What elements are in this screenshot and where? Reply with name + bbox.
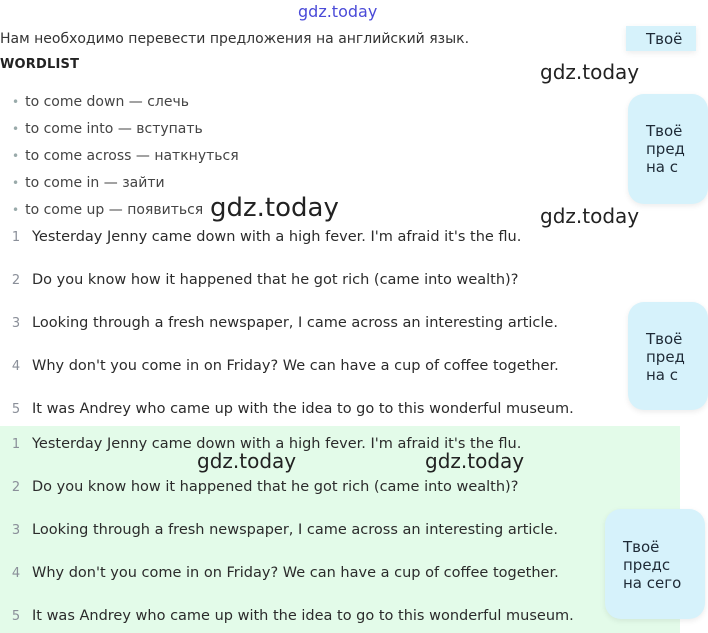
watermark: gdz.today	[425, 449, 525, 473]
watermark: gdz.today	[298, 2, 378, 21]
promo-card[interactable]: Твоё пред на с	[628, 94, 708, 204]
bullet-icon: •	[12, 95, 20, 109]
sentence-row: 1 Yesterday Jenny came down with a high fever. I'm afraid it's the flu.	[11, 229, 522, 245]
wordlist-item: • to come in — зайти	[12, 175, 165, 191]
promo-card[interactable]: Твоё предс на сего	[605, 509, 705, 619]
watermark: gdz.today	[540, 204, 640, 228]
watermark: gdz.today	[197, 449, 297, 473]
wordlist-item: • to come up — появиться	[12, 202, 204, 218]
promo-card[interactable]: Твоё	[626, 26, 696, 51]
answer-row: 3 Looking through a fresh newspaper, I came across an interesting article.	[11, 522, 558, 538]
watermark: gdz.today	[210, 193, 339, 223]
wordlist-item: • to come across — наткнуться	[12, 148, 239, 164]
answer-row: 4 Why don't you come in on Friday? We can have a cup of coffee together.	[11, 565, 559, 581]
bullet-icon: •	[12, 122, 20, 136]
sentence-row: 2 Do you know how it happened that he got rich (came into wealth)?	[11, 272, 519, 288]
wordlist-heading: WORDLIST	[0, 57, 80, 72]
answer-row: 2 Do you know how it happened that he got rich (came into wealth)?	[11, 479, 519, 495]
task-intro: Нам необходимо перевести предложения на английский язык.	[0, 31, 470, 47]
answer-row: 5 It was Andrey who came up with the idea to go to this wonderful museum.	[11, 608, 574, 624]
sentence-row: 4 Why don't you come in on Friday? We can have a cup of coffee together.	[11, 358, 559, 374]
bullet-icon: •	[12, 203, 20, 217]
watermark: gdz.today	[540, 60, 640, 84]
answer-row: 1 Yesterday Jenny came down with a high fever. I'm afraid it's the flu.	[11, 436, 522, 452]
sentence-row: 5 It was Andrey who came up with the idea to go to this wonderful museum.	[11, 401, 574, 417]
wordlist-item: • to come into — вступать	[12, 121, 203, 137]
bullet-icon: •	[12, 176, 20, 190]
sentence-row: 3 Looking through a fresh newspaper, I came across an interesting article.	[11, 315, 558, 331]
promo-card[interactable]: Твоё пред на с	[628, 302, 708, 410]
wordlist-item: • to come down — слечь	[12, 94, 190, 110]
bullet-icon: •	[12, 149, 20, 163]
